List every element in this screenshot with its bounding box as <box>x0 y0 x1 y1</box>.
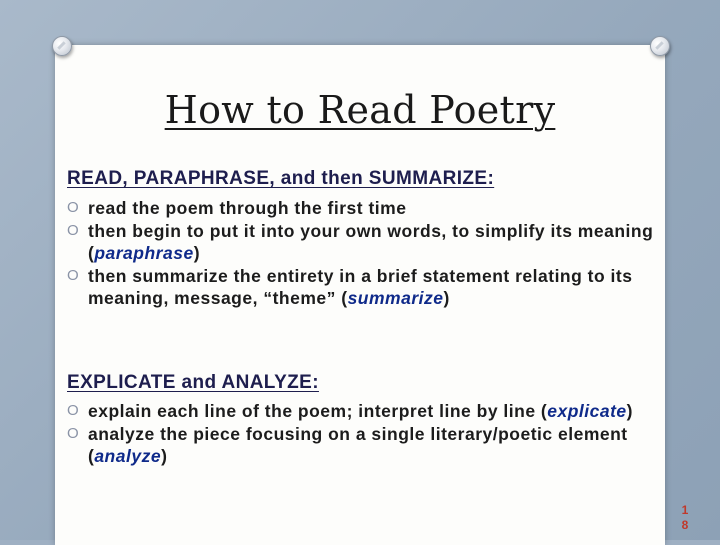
list-item-text-end: ) <box>443 288 450 308</box>
list-item-text-end: ) <box>626 401 633 421</box>
bullet-icon: O <box>67 424 80 442</box>
emphasis-term: paraphrase <box>94 243 194 263</box>
bullet-icon: O <box>67 266 80 284</box>
page-number-digit: 8 <box>681 518 689 532</box>
list-item <box>67 400 667 423</box>
explicate-steps-list <box>67 400 667 468</box>
list-item-text: explain each line of the poem; interpret line by line ( <box>88 401 548 421</box>
emphasis-term: summarize <box>347 288 444 308</box>
list-item <box>67 423 667 468</box>
bullet-icon: O <box>67 199 80 216</box>
list-item-text: analyze the piece focusing on a single literary/poetic element ( <box>88 423 628 466</box>
list-item-text-end: ) <box>193 243 201 263</box>
list-item <box>67 197 667 220</box>
pushpin-right-icon <box>650 36 670 56</box>
page-number-digit: 1 <box>681 503 689 517</box>
page-title: How to Read Poetry <box>164 88 556 132</box>
list-item <box>67 265 667 310</box>
list-item-text: read the poem through the first time <box>88 198 407 218</box>
list-item-text-end: ) <box>161 446 168 466</box>
list-item <box>67 220 667 265</box>
list-item-text: then summarize the entirety in a brief statement relating to its meaning, message, “theme” ( <box>88 265 633 308</box>
section-heading-read: READ, PARAPHRASE, and then SUMMARIZE: <box>67 168 495 189</box>
list-item-text: then begin to put it into your own words, to simplify its meaning ( <box>88 220 654 263</box>
emphasis-term: analyze <box>94 446 162 466</box>
pushpin-left-icon <box>52 36 72 56</box>
section-heading-explicate: EXPLICATE and ANALYZE: <box>67 372 319 393</box>
page-number <box>679 503 691 533</box>
bullet-icon: O <box>67 221 80 239</box>
read-steps-list <box>67 197 667 310</box>
bullet-icon: O <box>67 402 80 419</box>
emphasis-term: explicate <box>547 401 627 421</box>
